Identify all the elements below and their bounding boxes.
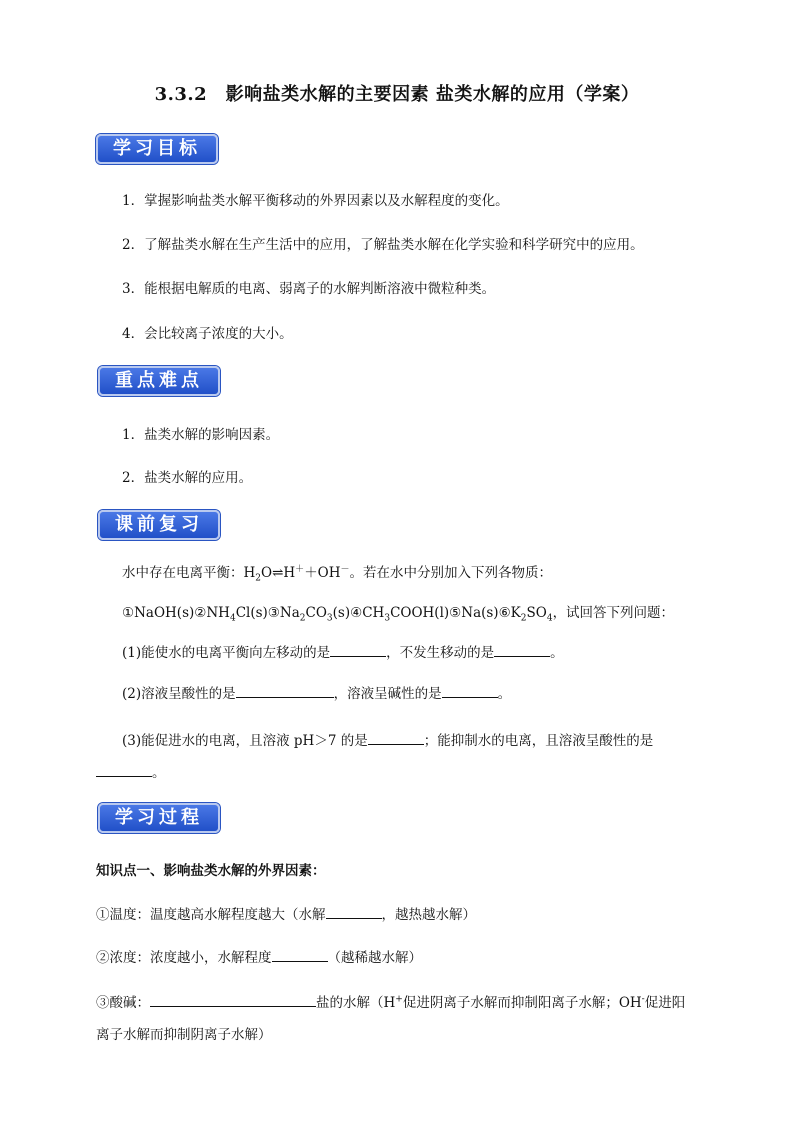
knowledge-point-heading: 知识点一、影响盐类水解的外界因素： [96,863,326,879]
section-badge-keypoints: 重点难点 [98,366,220,396]
factor-acid-base: ③酸碱： 盐的水解（H+促进阴离子水解而抑制阳离子水解；OH-促进阳 [96,991,685,1011]
keypoint-item-2: 2．盐类水解的应用。 [122,470,253,486]
answer-blank[interactable] [326,904,382,919]
answer-blank[interactable] [442,683,498,698]
answer-blank[interactable] [96,762,152,777]
objective-item-2: 2．了解盐类水解在生产生活中的应用，了解盐类水解在化学实验和科学研究中的应用。 [122,237,644,253]
review-question-2: (2)溶液呈酸性的是 ，溶液呈碱性的是 。 [122,682,511,702]
review-question-1: (1)能使水的电离平衡向左移动的是 ，不发生移动的是 。 [122,641,564,661]
section-badge-review: 课前复习 [98,510,220,540]
section-badge-objectives: 学习目标 [96,134,218,164]
answer-blank[interactable] [494,642,550,657]
review-question-3: (3)能促进水的电离，且溶液 pH＞7 的是 ；能抑制水的电离，且溶液呈酸性的是 [122,729,653,749]
review-question-3-cont: 。 [96,761,166,781]
answer-blank[interactable] [272,947,328,962]
keypoint-item-1: 1．盐类水解的影响因素。 [122,427,280,443]
answer-blank[interactable] [330,642,386,657]
answer-blank[interactable] [150,992,316,1007]
section-badge-process: 学习过程 [98,803,220,833]
factor-acid-base-cont: 离子水解而抑制阴离子水解） [96,1027,272,1043]
review-intro: 水中存在电离平衡：$H_2O\rightleftharpoons H^++OH^-$。若在水中分别加入下列各物质： [122,564,553,584]
page-title: 3.3.2 影响盐类水解的主要因素 盐类水解的应用（学案） [154,84,640,105]
factor-concentration: ②浓度：浓度越小，水解程度 （越稀越水解） [96,946,422,966]
objective-item-3: 3．能根据电解质的电离、弱离子的水解判断溶液中微粒种类。 [122,281,496,297]
objective-item-4: 4．会比较离子浓度的大小。 [122,326,293,342]
answer-blank[interactable] [368,730,424,745]
answer-blank[interactable] [236,683,334,698]
factor-temperature: ①温度：温度越高水解程度越大（水解 ，越热越水解） [96,903,476,923]
review-substances: $①NaOH(s)②NH_4Cl(s)③Na_2CO_3(s)④CH_3COOH(l)⑤Na(s)⑥K_2SO_4$，试回答下列问题： [122,605,675,624]
objective-item-1: 1．掌握影响盐类水解平衡移动的外界因素以及水解程度的变化。 [122,193,509,209]
